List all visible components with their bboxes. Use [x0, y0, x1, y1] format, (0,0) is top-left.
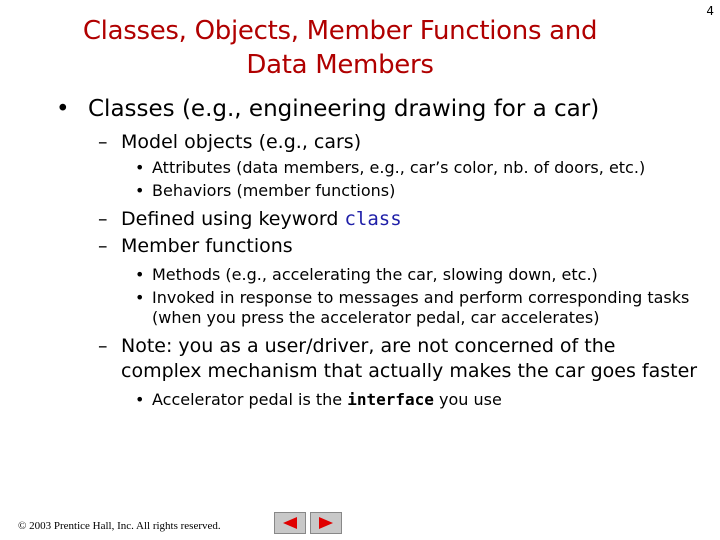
- dash-icon: –: [98, 235, 108, 257]
- keyword-class: class: [344, 208, 402, 230]
- keyword-interface: interface: [347, 390, 434, 409]
- bullet-note: – Note: you as a user/driver, are not concerned of the complex mechanism that actually makes the car goes faster: [98, 335, 698, 382]
- bullet-dot-icon: •: [135, 390, 145, 409]
- copyright-footer: © 2003 Prentice Hall, Inc. All rights reserved.: [18, 520, 221, 532]
- slide-title: [40, 14, 640, 82]
- right-arrow-icon: [318, 516, 334, 530]
- bullet-accelerator: • Accelerator pedal is the interface you use: [135, 390, 502, 409]
- bullet-dot-icon: •: [135, 181, 145, 200]
- dash-icon: –: [98, 208, 108, 230]
- title-line-2: Data Members: [246, 50, 434, 80]
- bullet-invoked: • Invoked in response to messages and perform corresponding tasks (when you press the accelerator pedal, car accelerates): [135, 288, 690, 327]
- bullet-dot-icon: •: [135, 265, 145, 284]
- bullet-classes: • Classes (e.g., engineering drawing for a car): [56, 96, 600, 122]
- bullet-dot-icon: •: [135, 158, 145, 177]
- bullet-dot-icon: •: [56, 96, 70, 122]
- slide-number: 4: [706, 4, 714, 18]
- bullet-defined-keyword: – Defined using keyword class: [98, 208, 402, 230]
- bullet-dot-icon: •: [135, 288, 145, 307]
- next-slide-button[interactable]: [310, 512, 342, 534]
- bullet-behaviors: • Behaviors (member functions): [135, 181, 396, 200]
- dash-icon: –: [98, 131, 108, 153]
- slide-navigation: [274, 512, 342, 534]
- bullet-methods: • Methods (e.g., accelerating the car, slowing down, etc.): [135, 265, 598, 284]
- left-arrow-icon: [282, 516, 298, 530]
- bullet-model-objects: – Model objects (e.g., cars): [98, 131, 362, 153]
- dash-icon: –: [98, 335, 108, 357]
- bullet-attributes: • Attributes (data members, e.g., car’s color, nb. of doors, etc.): [135, 158, 646, 177]
- slide-body: [0, 94, 700, 410]
- title-line-1: Classes, Objects, Member Functions and: [82, 16, 598, 46]
- previous-slide-button[interactable]: [274, 512, 306, 534]
- bullet-member-functions: – Member functions: [98, 235, 293, 257]
